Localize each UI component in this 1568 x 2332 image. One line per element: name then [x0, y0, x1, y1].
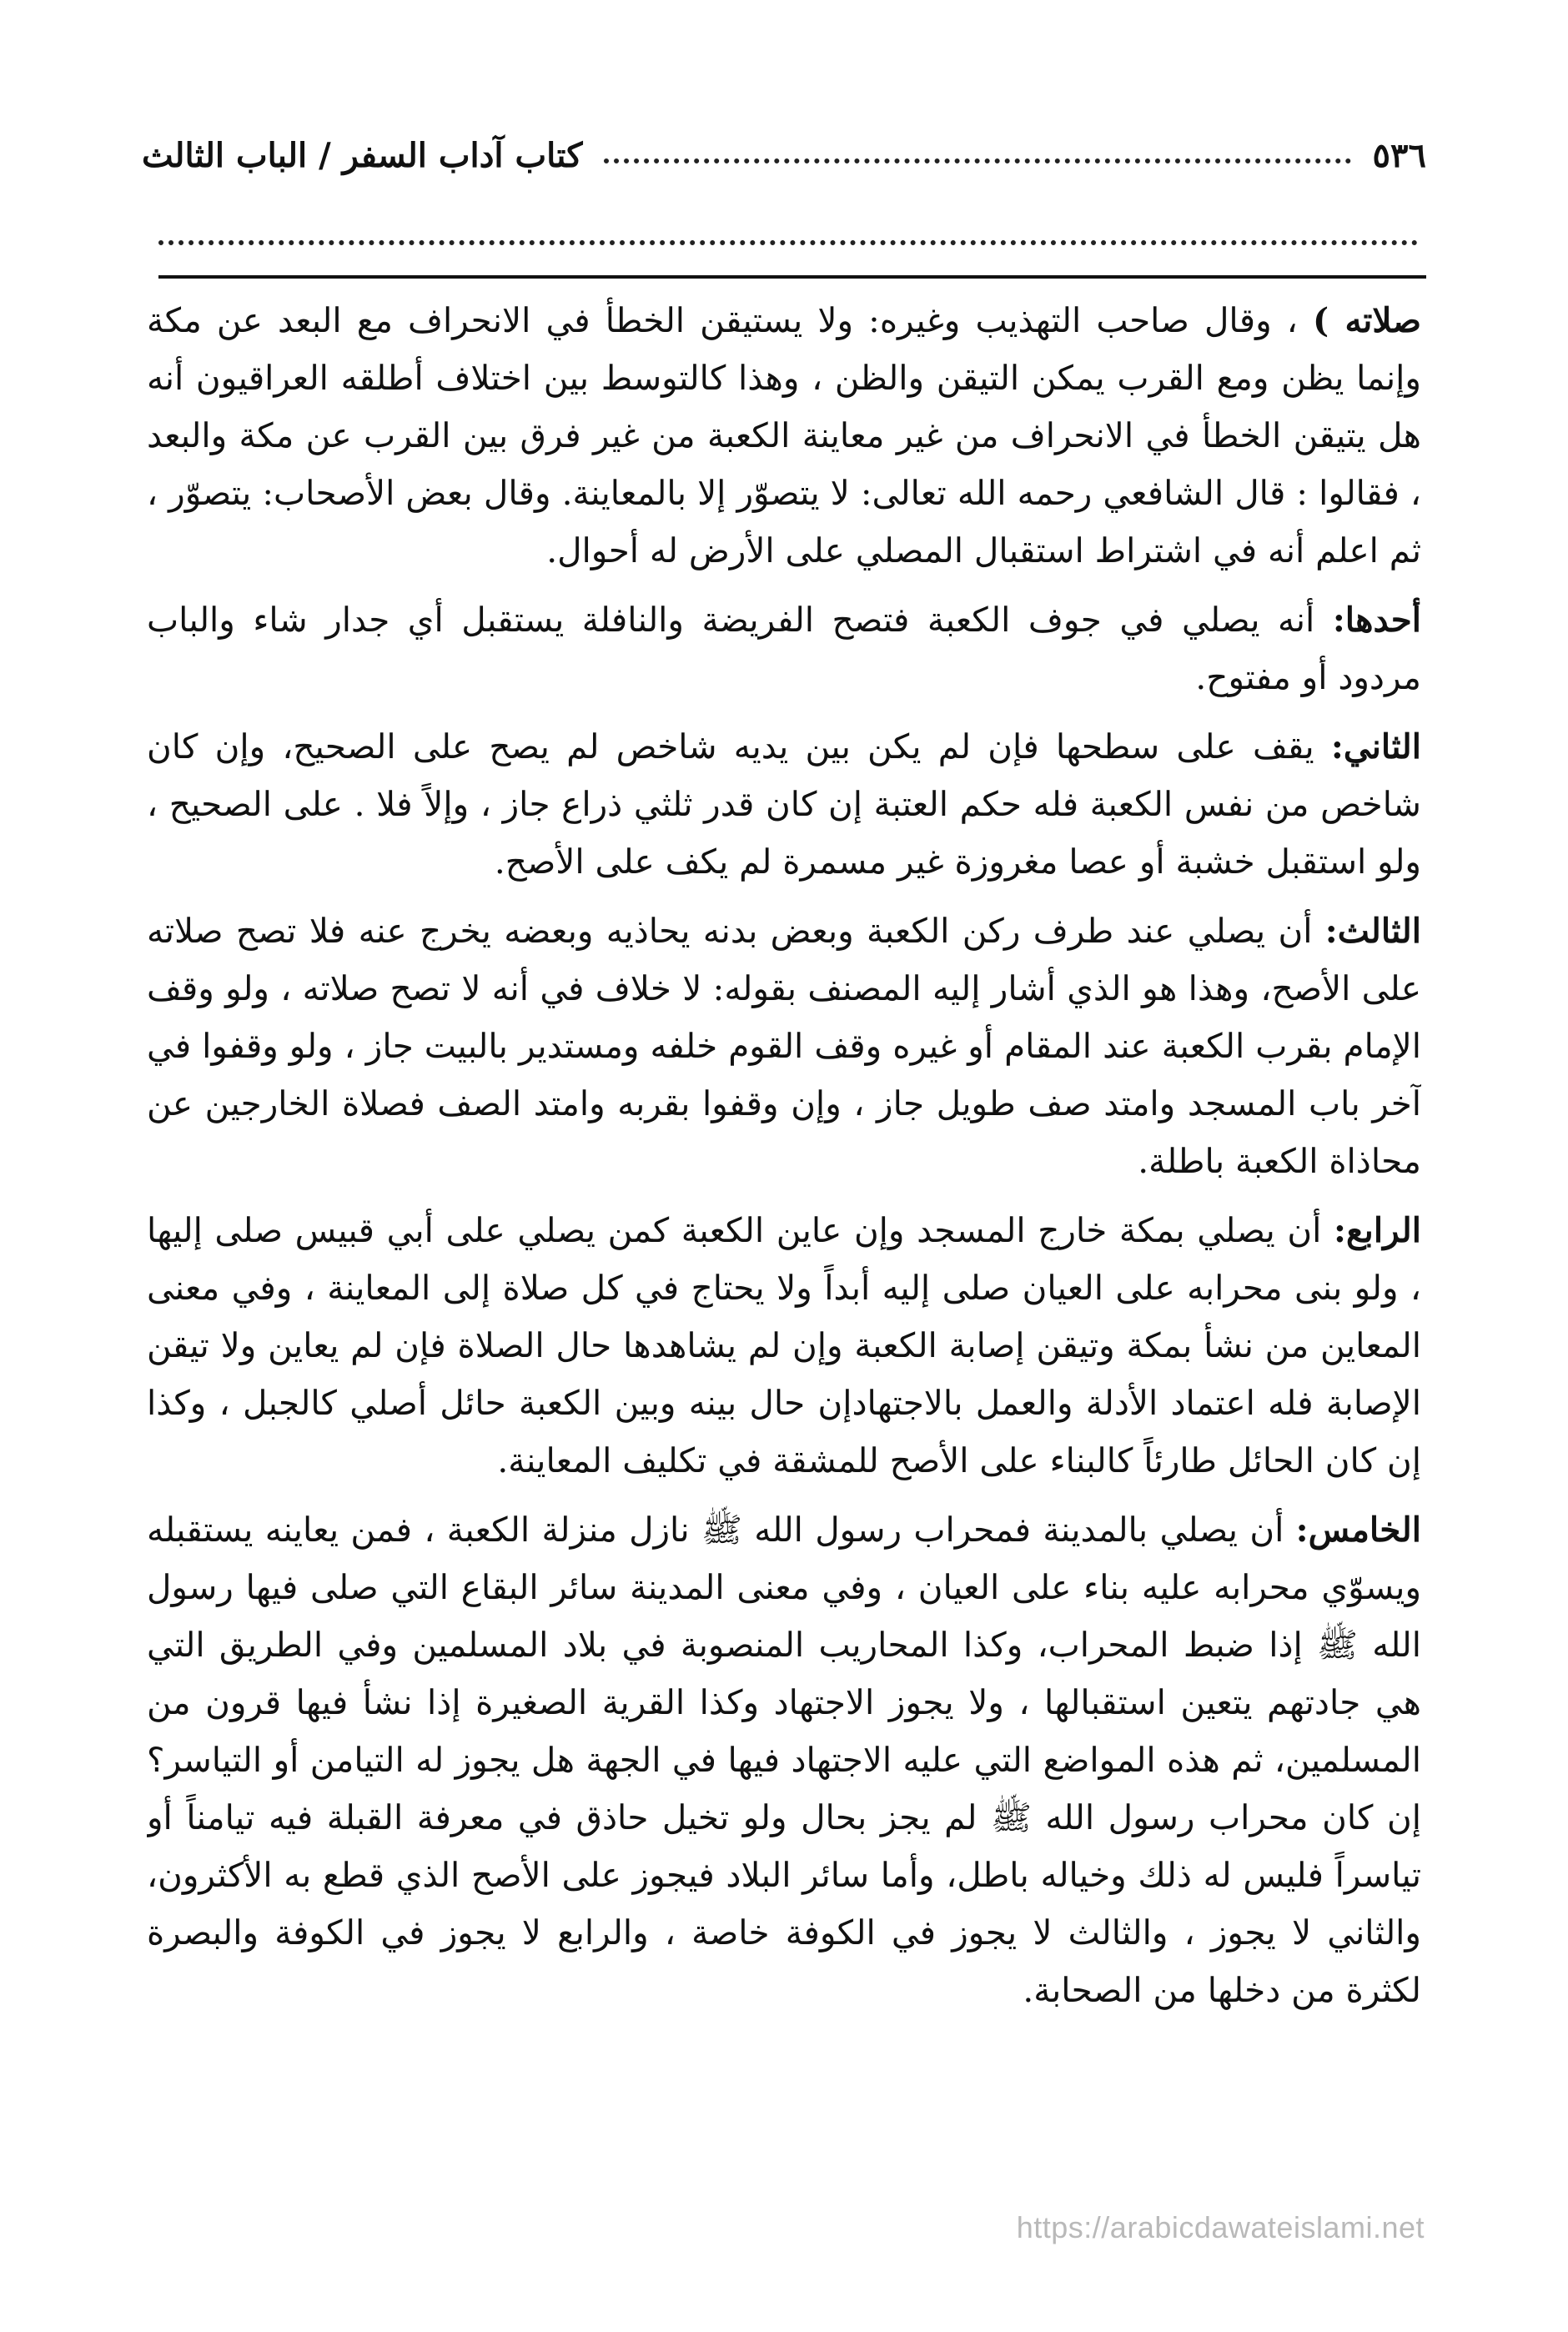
paragraph-lead: الثالث: — [1324, 911, 1421, 951]
paragraph-text: يقف على سطحها فإن لم يكن بين يديه شاخص لم يصح على الصحيح، وإن كان شاخص من نفس الكعبة فله حكم العتبة إن كان قدر ثلثي ذراع جاز ، وإلاً فلا . على الصحيح ، ولو استقبل خشبة أو عصا مغروزة غير مسمرة لم يكف على الأصح. — [147, 726, 1421, 882]
paragraph-third-case — [147, 902, 1421, 1190]
paragraph-text: أنه يصلي في جوف الكعبة فتصح الفريضة والنافلة يستقبل أي جدار شاء والباب مردود أو مفتوح. — [147, 600, 1421, 697]
paragraph-lead: أحدها: — [1332, 600, 1421, 640]
paragraph-intro — [147, 292, 1421, 580]
running-title: كتاب آداب السفر / الباب الثالث — [142, 136, 583, 175]
paragraph-second-case — [147, 718, 1421, 891]
paragraph-lead: الثاني: — [1330, 726, 1421, 766]
paragraph-text: أن يصلي عند طرف ركن الكعبة وبعض بدنه يحاذيه وبعضه يخرج عنه فلا تصح صلاته على الأصح، وهذا هو الذي أشار إليه المصنف بقوله: لا خلاف في أنه لا تصح صلاته ، ولو وقف الإمام بقرب الكعبة عند المقام أو غيره وقف القوم خلفه ومستدير بالبيت جاز ، ولو وقفوا في آخر باب المسجد وامتد صف طويل جاز ، وإن وقفوا بقربه وامتد الصف فصلاة الخارجين عن محاذاة الكعبة باطلة. — [147, 911, 1421, 1181]
paragraph-fourth-case — [147, 1202, 1421, 1490]
watermark-url: https://arabicdawateislami.net — [1016, 2210, 1425, 2244]
paragraph-fifth-case — [147, 1501, 1421, 2019]
paragraph-lead: الرابع: — [1334, 1210, 1421, 1250]
paragraph-text: أن يصلي بمكة خارج المسجد وإن عاين الكعبة كمن يصلي على أبي قبيس صلى إليها ، ولو بنى محرابه على العيان صلى إليه أبداً ولا يحتاج في كل صلاة إلى المعاينة ، وفي معنى المعاين من نشأ بمكة وتيقن إصابة الكعبة وإن لم يشاهدها حال الصلاة فإن لم يعاين ولا تيقن الإصابة فله اعتماد الأدلة والعمل بالاجتهادإن حال بينه وبين الكعبة حائل أصلي كالجبل ، وكذا إن كان الحائل طارئاً كالبناء على الأصح للمشقة في تكليف المعاينة. — [147, 1210, 1421, 1480]
paragraph-sixth-case — [147, 2031, 1421, 2032]
body-text — [147, 292, 1421, 2032]
page-header — [142, 108, 1426, 175]
paragraph-text: أن يصلي بالمدينة فمحراب رسول الله ﷺ نازل منزلة الكعبة ، فمن يعاينه يستقبله ويسوّي محرابه عليه بناء على العيان ، وفي معنى المدينة سائر البقاع التي صلى فيها رسول الله ﷺ إذا ضبط المحراب، وكذا المحاريب المنصوبة في بلاد المسلمين وفي الطريق التي هي جادتهم يتعين استقبالها ، ولا يجوز الاجتهاد وكذا القرية الصغيرة إذا نشأ فيها قرون من المسلمين، ثم هذه المواضع التي عليه الاجتهاد فيها في الجهة هل يجوز له التيامن أو التياسر؟ إن كان محراب رسول الله ﷺ لم يجز بحال ولو تخيل حاذق في معرفة القبلة فيه تيامناً أو تياسراً فليس له ذلك وخياله باطل، وأما سائر البلاد فيجوز على الأصح الذي قطع به الأكثرون، والثاني لا يجوز ، والثالث لا يجوز في الكوفة خاصة ، والرابع لا يجوز في الكوفة والبصرة لكثرة من دخلها من الصحابة. — [147, 1510, 1421, 2010]
paragraph-lead: الخامس: — [1295, 1510, 1421, 1550]
header-dot-leader — [604, 158, 1350, 163]
paragraph-first-case — [147, 591, 1421, 706]
header-rule — [158, 275, 1426, 279]
paragraph-text: ، وقال صاحب التهذيب وغيره: ولا يستيقن الخطأ في الانحراف مع البعد عن مكة وإنما يظن ومع القرب يمكن التيقن والظن ، وهذا كالتوسط بين اختلاف أطلقه العراقيون أنه هل يتيقن الخطأ في الانحراف من غير معاينة الكعبة من غير فرق بين القرب عن مكة والبعد ، فقالوا : قال الشافعي رحمه الله تعالى: لا يتصوّر إلا بالمعاينة. وقال بعض الأصحاب: يتصوّر ، ثم اعلم أنه في اشتراط استقبال المصلي على الأرض له أحوال. — [147, 300, 1421, 570]
dotted-separator — [158, 240, 1418, 245]
page-number: ٥٣٦ — [1372, 136, 1426, 175]
paragraph-lead: صلاته ) — [1312, 300, 1421, 340]
